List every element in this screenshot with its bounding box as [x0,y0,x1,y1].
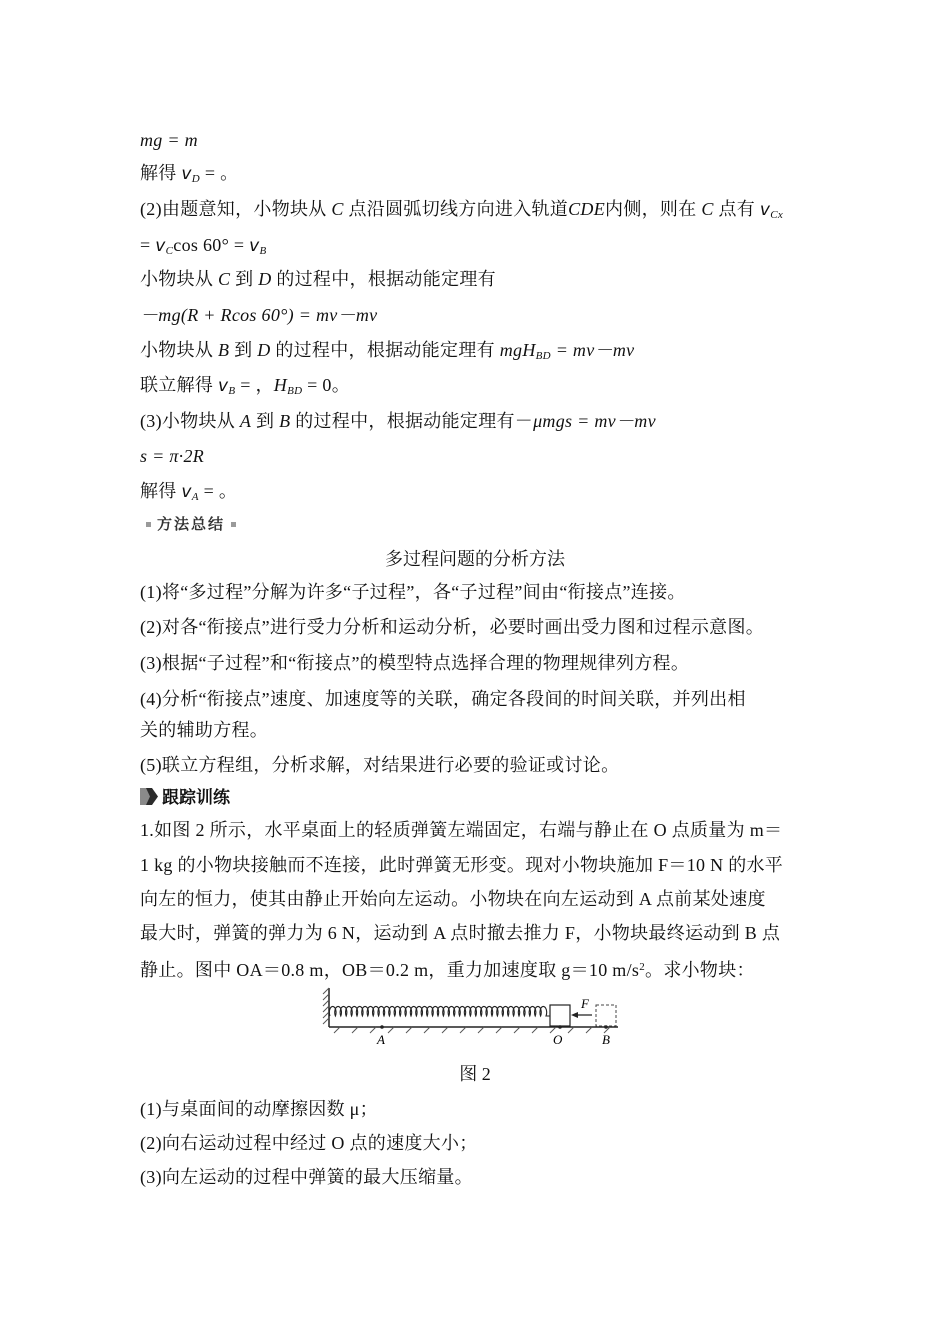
block [550,1005,570,1026]
point-a-label: A [377,1032,385,1047]
solution-line-11: 解得 $v_A$ = 。 [140,481,238,503]
solution-line-9: (3)小物块从 A 到 B 的过程中，根据动能定理有－μmgs = mv－mv [140,411,656,431]
solution-line-3: (2)由题意知，小物块从 C 点沿圆弧切线方向进入轨道CDE内侧，则在 C 点有 $v_{Cx}$ [140,199,784,221]
problem-text-line-1: 1.如图 2 所示，水平桌面上的轻质弹簧左端固定，右端与静止在 O 点质量为 m＝ [140,820,783,840]
method-item-3: (3)根据“子过程”和“衔接点”的模型特点选择合理的物理规律列方程。 [140,653,690,673]
solution-line-8: 联立解得 $v_B$ = ，$H_{BD} = 0$。 [140,375,350,397]
spring-block-diagram [322,985,622,1047]
solution-line-10: s = π·2R [140,446,205,466]
problem-text-line-2: 1 kg 的小物块接触而不连接，此时弹簧无形变。现对小物块施加 F＝10 N 的水平 [140,855,784,875]
question-1: (1)与桌面间的动摩擦因数 μ； [140,1099,378,1119]
tag-dot-icon [231,522,236,527]
solution-line-5: 小物块从 C 到 D 的过程中，根据动能定理有 [140,269,496,289]
figure-caption: 图 2 [459,1064,491,1084]
method-title: 多过程问题的分析方法 [385,549,565,570]
point-b-label: B [602,1032,610,1047]
method-summary-tag: 方法总结 [140,513,242,534]
problem-text-line-5: 静止。图中 OA＝0.8 m，OB＝0.2 m，重力加速度取 g＝10 $m/s^2$。求小物块： [140,960,755,980]
tag-dot-icon [146,522,151,527]
question-2: (2)向右运动过程中经过 O 点的速度大小； [140,1133,478,1153]
problem-text-line-3: 向左的恒力，使其由静止开始向左运动。小物块在向左运动到 A 点前某处速度 [140,889,766,909]
spring [329,1006,550,1016]
problem-text-line-4: 最大时，弹簧的弹力为 6 N，运动到 A 点时撤去推力 F，小物块最终运动到 B 点 [140,923,781,943]
solution-line-2: 解得 $v_D$ = 。 [140,163,239,185]
point-o-label: O [553,1032,563,1047]
method-item-4-cont: 关的辅助方程。 [140,720,269,740]
question-3: (3)向左运动的过程中弹簧的最大压缩量。 [140,1167,473,1187]
solution-line-7: 小物块从 B 到 D 的过程中，根据动能定理有 mgH$_{BD}$ = mv－mv [140,340,635,362]
dashed-block [596,1005,616,1026]
equation: mg = m [140,130,198,150]
method-item-2: (2)对各“衔接点”进行受力分析和运动分析，必要时画出受力图和过程示意图。 [140,617,765,637]
solution-line-1 [140,127,198,153]
practice-heading: 跟踪训练 [140,783,230,808]
solution-line-6: －mg(R + Rcos 60°) = mv－mv [140,305,378,325]
section-marker-icon [140,788,158,805]
method-item-4: (4)分析“衔接点”速度、加速度等的关联，确定各段间的时间关联，并列出相 [140,689,746,709]
force-label: F [581,996,589,1011]
method-item-1: (1)将“多过程”分解为许多“子过程”，各“子过程”间由“衔接点”连接。 [140,582,686,602]
method-item-5: (5)联立方程组，分析求解，对结果进行必要的验证或讨论。 [140,755,620,775]
solution-line-4: = $v_C\cos$ $60^\circ = v_B$ [140,235,267,257]
